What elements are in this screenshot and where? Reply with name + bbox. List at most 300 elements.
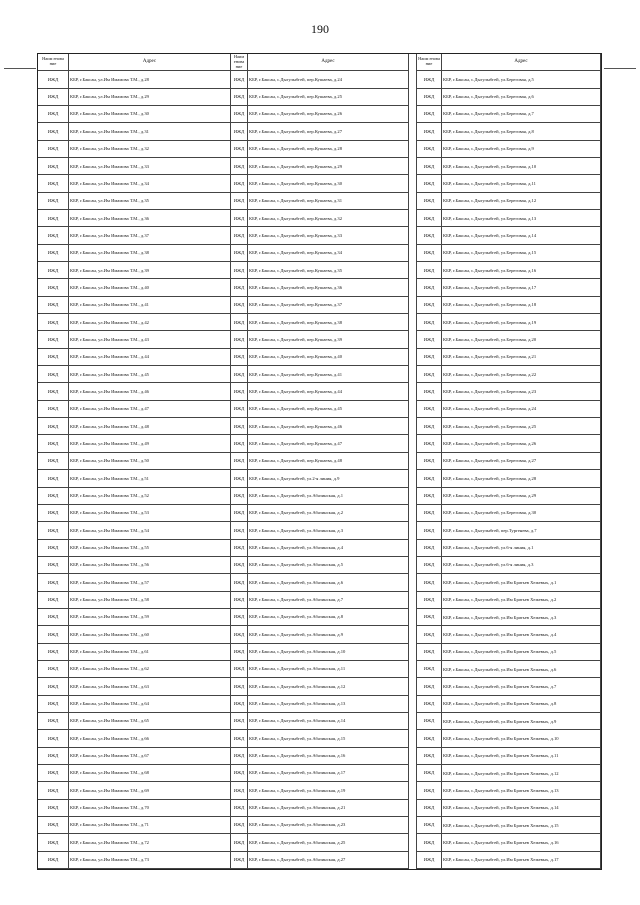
column-gap <box>409 123 417 140</box>
column-gap <box>409 141 417 158</box>
row-address: КБР, г.Баксан, с.Дыгулыбгей, ул.Береговая, д.13 <box>442 210 601 227</box>
row-address: КБР, г.Баксан, ул.Им Имамова Т.М., д.57 <box>69 574 231 591</box>
row-kind: ИЖД <box>231 453 248 470</box>
row-address: КБР, г.Баксан, с.Дыгулыбгей, ул.Абазинская, д.5 <box>248 557 409 574</box>
row-address: КБР, г.Баксан, с.Дыгулыбгей, ул.Им Братьев Хежевых, д.14 <box>442 800 601 817</box>
row-address: КБР, г.Баксан, ул.Им Имамова Т.М., д.68 <box>69 765 231 782</box>
row-address: КБР, г.Баксан, ул.Им Имамова Т.М., д.41 <box>69 297 231 314</box>
column-gap <box>409 262 417 279</box>
row-kind: ИЖД <box>417 540 442 557</box>
row-address: КБР, г.Баксан, с.Дыгулыбгей, ул.Абазинская, д.3 <box>248 522 409 539</box>
row-kind: ИЖД <box>417 383 442 400</box>
column-gap <box>409 505 417 522</box>
row-kind: ИЖД <box>231 401 248 418</box>
row-kind: ИЖД <box>38 557 69 574</box>
column-gap <box>409 227 417 244</box>
row-kind: ИЖД <box>417 470 442 487</box>
row-kind: ИЖД <box>38 800 69 817</box>
row-kind: ИЖД <box>231 71 248 88</box>
row-address: КБР, г.Баксан, с.Дыгулыбгей, ул.Абазинская, д.8 <box>248 609 409 626</box>
row-address: КБР, г.Баксан, с.Дыгулыбгей, ул.Береговая, д.29 <box>442 488 601 505</box>
row-address: КБР, г.Баксан, ул.Им Имамова Т.М., д.43 <box>69 331 231 348</box>
row-kind: ИЖД <box>417 800 442 817</box>
row-address: КБР, г.Баксан, ул.Им Имамова Т.М., д.51 <box>69 470 231 487</box>
row-address: КБР, г.Баксан, с.Дыгулыбгей, ул.Абазинская, д.7 <box>248 592 409 609</box>
row-address: КБР, г.Баксан, ул.Им Имамова Т.М., д.61 <box>69 644 231 661</box>
row-kind: ИЖД <box>38 349 69 366</box>
row-kind: ИЖД <box>38 141 69 158</box>
row-kind: ИЖД <box>38 401 69 418</box>
row-kind: ИЖД <box>38 540 69 557</box>
row-address: КБР, г.Баксан, с.Дыгулыбгей, ул.Береговая, д.30 <box>442 505 601 522</box>
column-gap <box>409 453 417 470</box>
column-gap <box>409 661 417 678</box>
row-address: КБР, г.Баксан, ул.Им Имамова Т.М., д.67 <box>69 748 231 765</box>
row-kind: ИЖД <box>231 383 248 400</box>
row-kind: ИЖД <box>38 314 69 331</box>
row-kind: ИЖД <box>38 210 69 227</box>
row-address: КБР, г.Баксан, с.Дыгулыбгей, ул.Береговая, д.23 <box>442 383 601 400</box>
row-address: КБР, г.Баксан, с.Дыгулыбгей, пер.Кушаева, д.40 <box>248 349 409 366</box>
row-kind: ИЖД <box>231 540 248 557</box>
row-kind: ИЖД <box>417 748 442 765</box>
row-address: КБР, г.Баксан, с.Дыгулыбгей, ул.Береговая, д.24 <box>442 401 601 418</box>
row-kind: ИЖД <box>231 331 248 348</box>
row-kind: ИЖД <box>38 782 69 799</box>
row-address: КБР, г.Баксан, с.Дыгулыбгей, ул.Береговая, д.15 <box>442 245 601 262</box>
row-kind: ИЖД <box>417 314 442 331</box>
row-address: КБР, г.Баксан, ул.Им Имамова Т.М., д.29 <box>69 89 231 106</box>
row-kind: ИЖД <box>417 852 442 869</box>
row-address: КБР, г.Баксан, с.Дыгулыбгей, ул.Береговая, д.18 <box>442 297 601 314</box>
column-gap <box>409 193 417 210</box>
row-kind: ИЖД <box>38 678 69 695</box>
column-gap <box>409 852 417 869</box>
row-address: КБР, г.Баксан, ул.Им Имамова Т.М., д.36 <box>69 210 231 227</box>
row-kind: ИЖД <box>38 71 69 88</box>
row-address: КБР, г.Баксан, с.Дыгулыбгей, ул.Им Братьев Хежевых, д.6 <box>442 661 601 678</box>
row-kind: ИЖД <box>417 782 442 799</box>
column-gap <box>409 522 417 539</box>
row-kind: ИЖД <box>417 71 442 88</box>
row-address: КБР, г.Баксан, с.Дыгулыбгей, ул.Им Братьев Хежевых, д.15 <box>442 817 601 834</box>
row-address: КБР, г.Баксан, с.Дыгулыбгей, ул.Береговая, д.9 <box>442 141 601 158</box>
header-kind: Наим енова ние <box>231 54 248 71</box>
column-gap <box>409 158 417 175</box>
column-gap <box>409 592 417 609</box>
column-gap <box>409 800 417 817</box>
row-kind: ИЖД <box>231 557 248 574</box>
column-gap <box>409 314 417 331</box>
row-kind: ИЖД <box>231 852 248 869</box>
row-address: КБР, г.Баксан, с.Дыгулыбгей, ул.Им Братьев Хежевых, д.5 <box>442 644 601 661</box>
row-address: КБР, г.Баксан, с.Дыгулыбгей, ул.Абазинская, д.11 <box>248 661 409 678</box>
row-kind: ИЖД <box>38 609 69 626</box>
column-gap <box>409 401 417 418</box>
column-gap <box>409 557 417 574</box>
header-address: Адрес <box>69 54 231 71</box>
row-kind: ИЖД <box>231 730 248 747</box>
row-kind: ИЖД <box>38 245 69 262</box>
row-address: КБР, г.Баксан, с.Дыгулыбгей, ул.Абазинская, д.25 <box>248 834 409 851</box>
row-kind: ИЖД <box>231 765 248 782</box>
row-kind: ИЖД <box>231 696 248 713</box>
row-address: КБР, г.Баксан, с.Дыгулыбгей, ул.Абазинская, д.4 <box>248 540 409 557</box>
row-address: КБР, г.Баксан, с.Дыгулыбгей, ул.Абазинская, д.27 <box>248 852 409 869</box>
row-address: КБР, г.Баксан, ул.Им Имамова Т.М., д.72 <box>69 834 231 851</box>
row-kind: ИЖД <box>231 488 248 505</box>
row-address: КБР, г.Баксан, с.Дыгулыбгей, ул.Абазинская, д.19 <box>248 782 409 799</box>
row-address: КБР, г.Баксан, с.Дыгулыбгей, ул.Абазинская, д.12 <box>248 678 409 695</box>
row-address: КБР, г.Баксан, ул.Им Имамова Т.М., д.56 <box>69 557 231 574</box>
row-kind: ИЖД <box>231 678 248 695</box>
row-kind: ИЖД <box>417 522 442 539</box>
row-address: КБР, г.Баксан, с.Дыгулыбгей, ул.Абазинская, д.1 <box>248 488 409 505</box>
column-gap <box>409 834 417 851</box>
row-address: КБР, г.Баксан, ул.Им Имамова Т.М., д.49 <box>69 435 231 452</box>
column-gap <box>409 696 417 713</box>
row-address: КБР, г.Баксан, с.Дыгулыбгей, ул.Им Братьев Хежевых, д.16 <box>442 834 601 851</box>
row-address: КБР, г.Баксан, с.Дыгулыбгей, ул.6-я линия, д.1 <box>442 540 601 557</box>
row-kind: ИЖД <box>38 644 69 661</box>
row-address: КБР, г.Баксан, с.Дыгулыбгей, ул.Им Братьев Хежевых, д.9 <box>442 713 601 730</box>
row-kind: ИЖД <box>38 574 69 591</box>
row-kind: ИЖД <box>231 609 248 626</box>
row-address: КБР, г.Баксан, с.Дыгулыбгей, ул.Им Братьев Хежевых, д.7 <box>442 678 601 695</box>
row-kind: ИЖД <box>231 817 248 834</box>
row-kind: ИЖД <box>231 418 248 435</box>
row-address: КБР, г.Баксан, с.Дыгулыбгей, пер.Тургенева, д.7 <box>442 522 601 539</box>
row-kind: ИЖД <box>417 592 442 609</box>
row-address: КБР, г.Баксан, с.Дыгулыбгей, ул.Береговая, д.5 <box>442 71 601 88</box>
row-kind: ИЖД <box>231 297 248 314</box>
row-kind: ИЖД <box>38 765 69 782</box>
row-address: КБР, г.Баксан, с.Дыгулыбгей, пер.Кушаева, д.38 <box>248 314 409 331</box>
row-kind: ИЖД <box>231 748 248 765</box>
row-address: КБР, г.Баксан, с.Дыгулыбгей, пер.Кушаева, д.34 <box>248 245 409 262</box>
row-kind: ИЖД <box>38 817 69 834</box>
row-address: КБР, г.Баксан, с.Дыгулыбгей, ул.Им Братьев Хежевых, д.8 <box>442 696 601 713</box>
column-gap <box>409 609 417 626</box>
header-kind: Наим енова ние <box>38 54 69 71</box>
row-address: КБР, г.Баксан, ул.Им Имамова Т.М., д.54 <box>69 522 231 539</box>
address-table <box>37 53 602 870</box>
row-kind: ИЖД <box>417 123 442 140</box>
row-kind: ИЖД <box>38 227 69 244</box>
row-kind: ИЖД <box>231 314 248 331</box>
row-address: КБР, г.Баксан, с.Дыгулыбгей, ул.Береговая, д.20 <box>442 331 601 348</box>
row-kind: ИЖД <box>417 713 442 730</box>
row-address: КБР, г.Баксан, с.Дыгулыбгей, ул.Береговая, д.17 <box>442 279 601 296</box>
row-kind: ИЖД <box>417 297 442 314</box>
column-gap <box>409 366 417 383</box>
row-address: КБР, г.Баксан, с.Дыгулыбгей, пер.Кушаева, д.24 <box>248 71 409 88</box>
row-kind: ИЖД <box>417 349 442 366</box>
row-kind: ИЖД <box>417 279 442 296</box>
row-address: КБР, г.Баксан, с.Дыгулыбгей, пер.Кушаева, д.47 <box>248 435 409 452</box>
row-address: КБР, г.Баксан, с.Дыгулыбгей, пер.Кушаева, д.35 <box>248 262 409 279</box>
column-gap <box>409 106 417 123</box>
column-gap <box>409 331 417 348</box>
row-address: КБР, г.Баксан, с.Дыгулыбгей, ул.Береговая, д.28 <box>442 470 601 487</box>
row-address: КБР, г.Баксан, с.Дыгулыбгей, ул.Береговая, д.16 <box>442 262 601 279</box>
column-gap <box>409 175 417 192</box>
row-address: КБР, г.Баксан, с.Дыгулыбгей, пер.Кушаева, д.39 <box>248 331 409 348</box>
row-address: КБР, г.Баксан, с.Дыгулыбгей, пер.Кушаева, д.29 <box>248 158 409 175</box>
row-address: КБР, г.Баксан, ул.Им Имамова Т.М., д.35 <box>69 193 231 210</box>
row-address: КБР, г.Баксан, с.Дыгулыбгей, пер.Кушаева, д.33 <box>248 227 409 244</box>
row-address: КБР, г.Баксан, с.Дыгулыбгей, ул.Абазинская, д.21 <box>248 800 409 817</box>
row-address: КБР, г.Баксан, ул.Им Имамова Т.М., д.63 <box>69 678 231 695</box>
row-address: КБР, г.Баксан, с.Дыгулыбгей, ул.Им Братьев Хежевых, д.10 <box>442 730 601 747</box>
row-kind: ИЖД <box>231 141 248 158</box>
column-gap <box>409 765 417 782</box>
row-kind: ИЖД <box>231 366 248 383</box>
row-kind: ИЖД <box>38 834 69 851</box>
row-address: КБР, г.Баксан, с.Дыгулыбгей, ул.Им Братьев Хежевых, д.13 <box>442 782 601 799</box>
row-kind: ИЖД <box>231 644 248 661</box>
row-address: КБР, г.Баксан, с.Дыгулыбгей, ул.Им Братьев Хежевых, д.3 <box>442 609 601 626</box>
row-address: КБР, г.Баксан, с.Дыгулыбгей, ул.Береговая, д.27 <box>442 453 601 470</box>
row-kind: ИЖД <box>417 193 442 210</box>
column-gap <box>409 626 417 643</box>
row-kind: ИЖД <box>38 279 69 296</box>
row-kind: ИЖД <box>231 106 248 123</box>
row-kind: ИЖД <box>417 262 442 279</box>
row-address: КБР, г.Баксан, ул.Им Имамова Т.М., д.71 <box>69 817 231 834</box>
row-kind: ИЖД <box>38 106 69 123</box>
row-address: КБР, г.Баксан, с.Дыгулыбгей, пер.Кушаева, д.41 <box>248 366 409 383</box>
header-address: Адрес <box>248 54 409 71</box>
row-kind: ИЖД <box>417 505 442 522</box>
row-address: КБР, г.Баксан, с.Дыгулыбгей, пер.Кушаева, д.28 <box>248 141 409 158</box>
row-kind: ИЖД <box>231 661 248 678</box>
row-kind: ИЖД <box>231 227 248 244</box>
row-kind: ИЖД <box>417 245 442 262</box>
row-kind: ИЖД <box>417 89 442 106</box>
row-address: КБР, г.Баксан, с.Дыгулыбгей, ул.2-я линия, д.9 <box>248 470 409 487</box>
row-address: КБР, г.Баксан, с.Дыгулыбгей, ул.Им Братьев Хежевых, д.4 <box>442 626 601 643</box>
row-address: КБР, г.Баксан, с.Дыгулыбгей, ул.Абазинская, д.6 <box>248 574 409 591</box>
row-kind: ИЖД <box>38 331 69 348</box>
row-address: КБР, г.Баксан, с.Дыгулыбгей, ул.Береговая, д.22 <box>442 366 601 383</box>
row-address: КБР, г.Баксан, с.Дыгулыбгей, ул.Береговая, д.11 <box>442 175 601 192</box>
row-kind: ИЖД <box>417 401 442 418</box>
row-address: КБР, г.Баксан, ул.Им Имамова Т.М., д.73 <box>69 852 231 869</box>
column-gap <box>409 89 417 106</box>
row-kind: ИЖД <box>38 505 69 522</box>
row-kind: ИЖД <box>417 834 442 851</box>
row-address: КБР, г.Баксан, с.Дыгулыбгей, ул.Береговая, д.7 <box>442 106 601 123</box>
row-kind: ИЖД <box>38 383 69 400</box>
row-address: КБР, г.Баксан, с.Дыгулыбгей, пер.Кушаева, д.25 <box>248 89 409 106</box>
row-address: КБР, г.Баксан, ул.Им Имамова Т.М., д.59 <box>69 609 231 626</box>
row-address: КБР, г.Баксан, с.Дыгулыбгей, ул.Абазинская, д.9 <box>248 626 409 643</box>
row-address: КБР, г.Баксан, ул.Им Имамова Т.М., д.62 <box>69 661 231 678</box>
row-address: КБР, г.Баксан, ул.Им Имамова Т.М., д.32 <box>69 141 231 158</box>
row-address: КБР, г.Баксан, с.Дыгулыбгей, ул.Абазинская, д.10 <box>248 644 409 661</box>
row-kind: ИЖД <box>417 488 442 505</box>
row-address: КБР, г.Баксан, с.Дыгулыбгей, ул.Береговая, д.21 <box>442 349 601 366</box>
row-address: КБР, г.Баксан, с.Дыгулыбгей, ул.Абазинская, д.23 <box>248 817 409 834</box>
row-kind: ИЖД <box>38 488 69 505</box>
row-kind: ИЖД <box>231 713 248 730</box>
row-address: КБР, г.Баксан, ул.Им Имамова Т.М., д.31 <box>69 123 231 140</box>
row-address: КБР, г.Баксан, с.Дыгулыбгей, ул.Береговая, д.19 <box>442 314 601 331</box>
row-kind: ИЖД <box>38 193 69 210</box>
row-address: КБР, г.Баксан, с.Дыгулыбгей, ул.Абазинская, д.2 <box>248 505 409 522</box>
row-kind: ИЖД <box>38 730 69 747</box>
row-address: КБР, г.Баксан, с.Дыгулыбгей, ул.Им Братьев Хежевых, д.17 <box>442 852 601 869</box>
row-kind: ИЖД <box>231 245 248 262</box>
row-address: КБР, г.Баксан, с.Дыгулыбгей, пер.Кушаева, д.26 <box>248 106 409 123</box>
row-kind: ИЖД <box>38 626 69 643</box>
row-address: КБР, г.Баксан, с.Дыгулыбгей, пер.Кушаева, д.46 <box>248 418 409 435</box>
row-kind: ИЖД <box>38 297 69 314</box>
row-kind: ИЖД <box>231 522 248 539</box>
row-address: КБР, г.Баксан, с.Дыгулыбгей, ул.Береговая, д.6 <box>442 89 601 106</box>
row-address: КБР, г.Баксан, с.Дыгулыбгей, ул.Абазинская, д.15 <box>248 730 409 747</box>
row-address: КБР, г.Баксан, с.Дыгулыбгей, ул.Абазинская, д.16 <box>248 748 409 765</box>
row-kind: ИЖД <box>38 661 69 678</box>
column-gap <box>409 817 417 834</box>
column-gap <box>409 540 417 557</box>
row-kind: ИЖД <box>417 418 442 435</box>
row-address: КБР, г.Баксан, ул.Им Имамова Т.М., д.66 <box>69 730 231 747</box>
row-kind: ИЖД <box>231 210 248 227</box>
row-kind: ИЖД <box>417 626 442 643</box>
row-address: КБР, г.Баксан, ул.Им Имамова Т.М., д.34 <box>69 175 231 192</box>
row-address: КБР, г.Баксан, с.Дыгулыбгей, ул.Им Братьев Хежевых, д.12 <box>442 765 601 782</box>
row-kind: ИЖД <box>231 89 248 106</box>
row-address: КБР, г.Баксан, с.Дыгулыбгей, пер.Кушаева, д.45 <box>248 401 409 418</box>
column-gap <box>409 297 417 314</box>
row-address: КБР, г.Баксан, с.Дыгулыбгей, пер.Кушаева, д.32 <box>248 210 409 227</box>
row-kind: ИЖД <box>38 713 69 730</box>
row-address: КБР, г.Баксан, ул.Им Имамова Т.М., д.39 <box>69 262 231 279</box>
row-address: КБР, г.Баксан, с.Дыгулыбгей, ул.Абазинская, д.17 <box>248 765 409 782</box>
row-kind: ИЖД <box>417 609 442 626</box>
row-kind: ИЖД <box>417 141 442 158</box>
row-kind: ИЖД <box>38 366 69 383</box>
row-address: КБР, г.Баксан, ул.Им Имамова Т.М., д.28 <box>69 71 231 88</box>
row-kind: ИЖД <box>231 574 248 591</box>
row-kind: ИЖД <box>417 644 442 661</box>
row-address: КБР, г.Баксан, ул.Им Имамова Т.М., д.69 <box>69 782 231 799</box>
column-gap <box>409 383 417 400</box>
row-kind: ИЖД <box>417 227 442 244</box>
row-kind: ИЖД <box>417 366 442 383</box>
row-kind: ИЖД <box>38 592 69 609</box>
column-gap <box>409 470 417 487</box>
row-kind: ИЖД <box>38 89 69 106</box>
scan-line-left <box>4 68 36 69</box>
row-address: КБР, г.Баксан, ул.Им Имамова Т.М., д.55 <box>69 540 231 557</box>
scan-line-right <box>604 68 636 69</box>
row-address: КБР, г.Баксан, ул.Им Имамова Т.М., д.64 <box>69 696 231 713</box>
row-address: КБР, г.Баксан, ул.Им Имамова Т.М., д.38 <box>69 245 231 262</box>
row-kind: ИЖД <box>38 696 69 713</box>
row-kind: ИЖД <box>38 435 69 452</box>
header-address: Адрес <box>442 54 601 71</box>
row-kind: ИЖД <box>417 557 442 574</box>
row-address: КБР, г.Баксан, ул.Им Имамова Т.М., д.70 <box>69 800 231 817</box>
column-gap <box>409 71 417 88</box>
row-address: КБР, г.Баксан, ул.Им Имамова Т.М., д.42 <box>69 314 231 331</box>
row-kind: ИЖД <box>417 678 442 695</box>
row-address: КБР, г.Баксан, с.Дыгулыбгей, ул.Им Братьев Хежевых, д.2 <box>442 592 601 609</box>
row-address: КБР, г.Баксан, с.Дыгулыбгей, ул.Им Братьев Хежевых, д.11 <box>442 748 601 765</box>
row-kind: ИЖД <box>38 470 69 487</box>
row-address: КБР, г.Баксан, с.Дыгулыбгей, ул.Береговая, д.25 <box>442 418 601 435</box>
row-address: КБР, г.Баксан, с.Дыгулыбгей, ул.Береговая, д.14 <box>442 227 601 244</box>
row-address: КБР, г.Баксан, с.Дыгулыбгей, пер.Кушаева, д.36 <box>248 279 409 296</box>
row-kind: ИЖД <box>417 817 442 834</box>
column-gap <box>409 418 417 435</box>
row-address: КБР, г.Баксан, с.Дыгулыбгей, ул.Абазинская, д.13 <box>248 696 409 713</box>
row-kind: ИЖД <box>231 505 248 522</box>
row-address: КБР, г.Баксан, с.Дыгулыбгей, пер.Кушаева, д.44 <box>248 383 409 400</box>
row-address: КБР, г.Баксан, ул.Им Имамова Т.М., д.48 <box>69 418 231 435</box>
row-kind: ИЖД <box>231 800 248 817</box>
row-address: КБР, г.Баксан, ул.Им Имамова Т.М., д.52 <box>69 488 231 505</box>
row-kind: ИЖД <box>231 470 248 487</box>
row-address: КБР, г.Баксан, ул.Им Имамова Т.М., д.60 <box>69 626 231 643</box>
row-kind: ИЖД <box>38 522 69 539</box>
row-kind: ИЖД <box>417 175 442 192</box>
column-gap <box>409 245 417 262</box>
row-kind: ИЖД <box>231 435 248 452</box>
row-kind: ИЖД <box>417 696 442 713</box>
column-gap <box>409 748 417 765</box>
column-gap <box>409 488 417 505</box>
row-address: КБР, г.Баксан, ул.Им Имамова Т.М., д.46 <box>69 383 231 400</box>
header-kind: Наим енова ние <box>417 54 442 71</box>
column-gap <box>409 782 417 799</box>
row-address: КБР, г.Баксан, с.Дыгулыбгей, пер.Кушаева, д.31 <box>248 193 409 210</box>
row-kind: ИЖД <box>231 158 248 175</box>
column-gap <box>409 730 417 747</box>
row-address: КБР, г.Баксан, ул.Им Имамова Т.М., д.37 <box>69 227 231 244</box>
row-address: КБР, г.Баксан, ул.Им Имамова Т.М., д.45 <box>69 366 231 383</box>
row-kind: ИЖД <box>38 123 69 140</box>
row-kind: ИЖД <box>417 210 442 227</box>
row-kind: ИЖД <box>231 279 248 296</box>
row-kind: ИЖД <box>38 175 69 192</box>
row-kind: ИЖД <box>231 782 248 799</box>
column-gap <box>409 678 417 695</box>
column-gap <box>409 210 417 227</box>
column-gap <box>409 574 417 591</box>
row-kind: ИЖД <box>417 661 442 678</box>
row-kind: ИЖД <box>231 592 248 609</box>
row-address: КБР, г.Баксан, ул.Им Имамова Т.М., д.30 <box>69 106 231 123</box>
row-kind: ИЖД <box>417 730 442 747</box>
row-address: КБР, г.Баксан, ул.Им Имамова Т.М., д.33 <box>69 158 231 175</box>
row-address: КБР, г.Баксан, с.Дыгулыбгей, пер.Кушаева, д.27 <box>248 123 409 140</box>
row-kind: ИЖД <box>231 193 248 210</box>
row-kind: ИЖД <box>231 175 248 192</box>
row-kind: ИЖД <box>38 262 69 279</box>
row-kind: ИЖД <box>417 574 442 591</box>
row-kind: ИЖД <box>417 765 442 782</box>
row-address: КБР, г.Баксан, с.Дыгулыбгей, ул.Береговая, д.10 <box>442 158 601 175</box>
row-kind: ИЖД <box>231 262 248 279</box>
row-kind: ИЖД <box>38 158 69 175</box>
row-kind: ИЖД <box>417 453 442 470</box>
column-gap <box>409 644 417 661</box>
row-address: КБР, г.Баксан, ул.Им Имамова Т.М., д.53 <box>69 505 231 522</box>
